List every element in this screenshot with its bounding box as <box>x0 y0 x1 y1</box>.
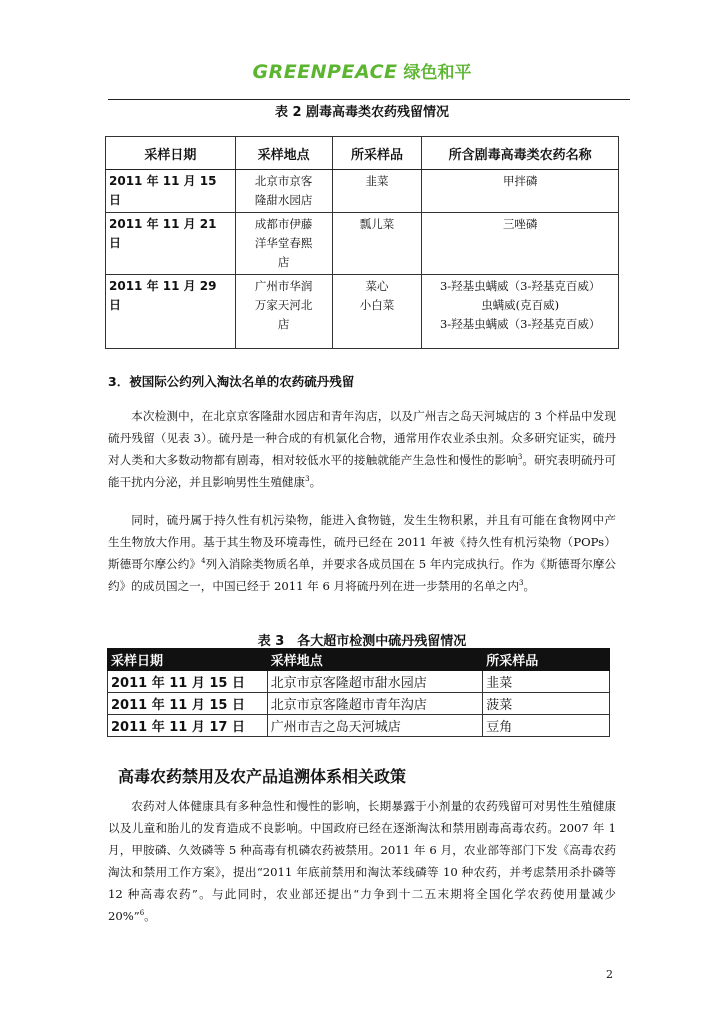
table2-date: 2011 年 11 月 29 日 <box>106 275 236 349</box>
policy-text-end: 。 <box>144 909 156 923</box>
table2-sample <box>332 213 422 275</box>
table-row <box>108 693 610 715</box>
page-number: 2 <box>606 968 613 981</box>
footnote-ref: 4 <box>201 557 206 566</box>
table3-header-date: 采样日期 <box>108 649 268 671</box>
table3-date: 2011 年 11 月 15 日 <box>108 693 268 715</box>
table-row <box>108 715 610 737</box>
header-rule <box>108 99 630 100</box>
table3 <box>107 648 610 737</box>
table3-sample: 菠菜 <box>483 693 610 715</box>
table2-header-pesticide: 所含剧毒高毒类农药名称 <box>422 137 619 170</box>
table-row <box>106 213 619 275</box>
para1-text-end: 。 <box>309 475 322 489</box>
table2-caption: 表 2 剧毒高毒类农药残留情况 <box>274 105 450 120</box>
pesticide-line: 甲拌磷 <box>502 174 538 188</box>
table2-header-row <box>106 137 619 170</box>
sample-line: 韭菜 <box>365 174 389 188</box>
table-row <box>106 170 619 213</box>
table-row <box>106 275 619 349</box>
table2-location <box>235 275 332 349</box>
section3-paragraph-2 <box>108 509 616 597</box>
logo-chinese: 绿色和平 <box>403 63 472 83</box>
location-line: 北京市京客 <box>254 174 313 188</box>
table3-location: 北京市京客隆超市甜水园店 <box>267 671 483 693</box>
table3-header-location: 采样地点 <box>267 649 483 671</box>
section3-title: 3．被国际公约列入淘汰名单的农药硫丹残留 <box>108 374 355 389</box>
sample-line: 菜心 <box>365 279 389 293</box>
footnote-ref: 3 <box>517 453 523 462</box>
table3-date: 2011 年 11 月 17 日 <box>108 715 268 737</box>
para2-text-end: 。 <box>523 579 536 593</box>
table2-date: 2011 年 11 月 15 日 <box>106 170 236 213</box>
pesticide-line: 3-羟基虫螨威（3-羟基克百威） <box>439 317 601 331</box>
table-row <box>108 671 610 693</box>
section3-paragraph-1 <box>108 405 616 493</box>
table3-header-row <box>108 649 610 671</box>
para2-text-mid: 列入消除类物质名单，并要求各成员国在 5 年内完成执行。作为《斯德哥尔摩公约》的成员国之一，中国已经于 2011 年 6 月将硫丹列在进一步禁用的名单之内 <box>108 557 616 593</box>
footnote-ref: 3 <box>519 579 524 588</box>
table2-sample <box>332 275 422 349</box>
policy-heading: 高毒农药禁用及农产品追溯体系相关政策 <box>118 767 407 786</box>
table3-sample: 豆角 <box>483 715 610 737</box>
table2-pesticide <box>422 170 619 213</box>
table2-sample <box>332 170 422 213</box>
footnote-ref: 6 <box>139 909 145 918</box>
location-line: 店 <box>277 255 290 269</box>
location-line: 万家天河北 <box>254 298 313 312</box>
table3-header-sample: 所采样品 <box>483 649 610 671</box>
policy-text: 农药对人体健康具有多种急性和慢性的影响，长期暴露于小剂量的农药残留可对男性生殖健康以及儿童和胎儿的发育造成不良影响。中国政府已经在逐渐淘汰和禁用剧毒高毒农药。2007 年 1 月，甲胺磷、久效磷等 5 种高毒有机磷农药被禁用。2011 年 6 月，农业部等部门下发《高毒农药淘汰和禁用工作方案》，提出“2011 年底前禁用和淘汰苯线磷等 10 种农药，并考虑禁用杀扑磷等 12 种高毒农药”。与此同时，农业部还提出“力争到十二五末期将全国化学农药使用量减少 20%” <box>108 799 616 923</box>
location-line: 洋华堂春熙 <box>254 236 313 250</box>
table2-location <box>235 170 332 213</box>
footnote-ref: 3 <box>305 475 310 484</box>
table2-pesticide <box>422 213 619 275</box>
logo-wordmark: GREENPEACE <box>252 61 398 83</box>
para1-text: 本次检测中，在北京京客隆甜水园店和青年沟店，以及广州吉之岛天河城店的 3 个样品中发现硫丹残留（见表 3）。硫丹是一种合成的有机氯化合物，通常用作农业杀虫剂。众多研究证实，硫丹对人类和大多数动物都有剧毒，相对较低水平的接触就能产生急性和慢性的影响 <box>108 409 616 467</box>
para1-text-mid: 。研究表明硫丹可能干扰内分泌，并且影响男性生殖健康 <box>108 453 616 489</box>
greenpeace-logo <box>0 58 724 83</box>
table2-pesticide <box>422 275 619 349</box>
table3-caption: 表 3 各大超市检测中硫丹残留情况 <box>257 634 467 649</box>
pesticide-line: 3-羟基虫螨威（3-羟基克百威） <box>439 279 601 293</box>
location-line: 广州市华润 <box>254 279 313 293</box>
pesticide-line: 三唑磷 <box>502 217 538 231</box>
pesticide-line: 虫螨威(克百威) <box>481 298 560 312</box>
para2-text: 同时，硫丹属于持久性有机污染物，能进入食物链，发生生物积累，并且有可能在食物网中产生生物放大作用。基于其生物及环境毒性，硫丹已经在 2011 年被《持久性有机污染物（POPs）斯德哥尔摩公约》 <box>108 513 616 571</box>
location-line: 隆甜水园店 <box>254 193 313 207</box>
table2-location <box>235 213 332 275</box>
sample-line: 小白菜 <box>359 298 395 312</box>
table3-location: 广州市吉之岛天河城店 <box>267 715 483 737</box>
sample-line: 瓢儿菜 <box>359 217 395 231</box>
policy-paragraph <box>108 795 616 927</box>
table3-location: 北京市京客隆超市青年沟店 <box>267 693 483 715</box>
table2-date: 2011 年 11 月 21 日 <box>106 213 236 275</box>
table2-header-date: 采样日期 <box>106 137 236 170</box>
table2-header-location: 采样地点 <box>235 137 332 170</box>
table2 <box>105 136 619 349</box>
table3-date: 2011 年 11 月 15 日 <box>108 671 268 693</box>
table2-header-sample: 所采样品 <box>332 137 422 170</box>
location-line: 成都市伊藤 <box>254 217 313 231</box>
table3-sample: 韭菜 <box>483 671 610 693</box>
location-line: 店 <box>277 317 290 331</box>
